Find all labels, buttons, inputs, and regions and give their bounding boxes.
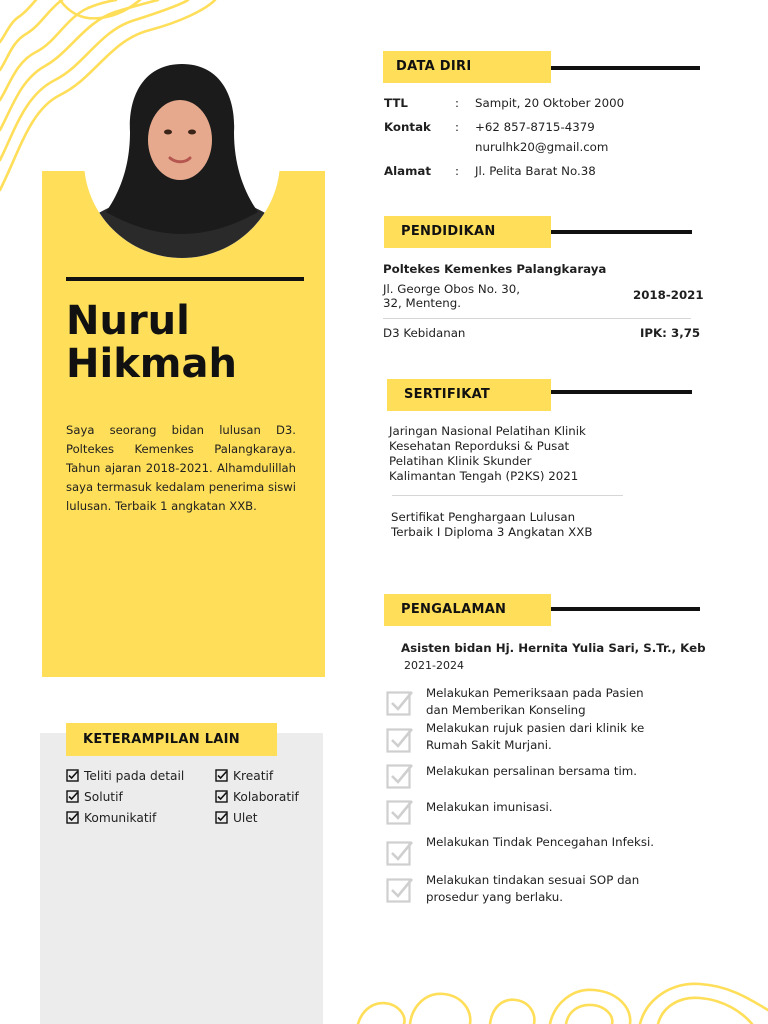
- skill-label: Kolaboratif: [233, 790, 299, 804]
- task-line: Melakukan rujuk pasien dari klinik ke: [426, 721, 645, 735]
- certificate-line: Kesehatan Reporduksi & Pusat: [389, 439, 570, 453]
- pendidikan-heading-label: PENDIDIKAN: [401, 224, 496, 239]
- experience-position: Asisten bidan Hj. Hernita Yulia Sari, S.Tr., Keb: [401, 641, 706, 655]
- check-box-icon: [386, 875, 414, 903]
- skill-item: [66, 810, 156, 826]
- pendidikan-heading: [384, 216, 551, 248]
- school-address-line2: 32, Menteng.: [383, 296, 462, 310]
- checkbox-checked-icon: [215, 790, 228, 803]
- education-gpa: IPK: 3,75: [640, 326, 701, 340]
- task-line: Rumah Sakit Murjani.: [426, 738, 552, 752]
- certificate-item: [391, 510, 592, 540]
- skill-item: [215, 789, 299, 805]
- data-diri-heading-label: DATA DIRI: [396, 59, 472, 74]
- experience-task: [426, 872, 639, 906]
- skill-item: [66, 789, 123, 805]
- experience-task: [426, 720, 644, 754]
- experience-task: [426, 834, 654, 851]
- profile-summary: Saya seorang bidan lulusan D3. Poltekes Kemenkes Palangkaraya. Tahun ajaran 2018-2021. Alhamdulillah saya termasuk kedalam penerima siswi lulusan. Terbaik 1 angkatan XXB.: [66, 423, 296, 513]
- experience-task: [426, 799, 553, 816]
- phone-value: +62 857-8715-4379: [475, 120, 595, 134]
- school-address-line1: Jl. George Obos No. 30,: [383, 282, 520, 296]
- section-divider: [551, 607, 700, 611]
- task-line: prosedur yang berlaku.: [426, 890, 563, 904]
- experience-period: 2021-2024: [404, 659, 464, 672]
- topographic-lines-decoration-bottom: [340, 970, 768, 1024]
- alamat-colon: :: [455, 164, 459, 178]
- skill-label: Komunikatif: [84, 811, 157, 825]
- task-line: Melakukan tindakan sesuai SOP dan: [426, 873, 640, 887]
- experience-task: [426, 763, 637, 780]
- skills-heading-label: KETERAMPILAN LAIN: [83, 732, 240, 747]
- alamat-label: Alamat: [384, 164, 432, 178]
- certificate-line: Jaringan Nasional Pelatihan Klinik: [389, 424, 586, 438]
- pengalaman-heading-label: PENGALAMAN: [401, 602, 507, 617]
- skill-item: [66, 768, 184, 784]
- skill-label: Teliti pada detail: [84, 769, 185, 783]
- section-divider: [551, 230, 692, 234]
- task-line: Melakukan Pemeriksaan pada Pasien: [426, 686, 644, 700]
- certificate-line: Sertifikat Penghargaan Lulusan: [391, 510, 576, 524]
- skill-item: [215, 768, 273, 784]
- check-box-icon: [386, 797, 414, 825]
- checkbox-checked-icon: [215, 769, 228, 782]
- task-line: Melakukan imunisasi.: [426, 800, 553, 814]
- profile-name: [66, 300, 306, 386]
- skill-item: [215, 810, 258, 826]
- ttl-label: TTL: [384, 96, 408, 110]
- checkbox-checked-icon: [66, 790, 79, 803]
- alamat-value: Jl. Pelita Barat No.38: [475, 164, 596, 178]
- check-box-icon: [386, 838, 414, 866]
- pengalaman-heading: [384, 594, 551, 626]
- check-box-icon: [386, 725, 414, 753]
- certificate-line: Terbaik I Diploma 3 Angkatan XXB: [391, 525, 593, 539]
- education-program: D3 Kebidanan: [383, 326, 466, 340]
- task-line: Melakukan persalinan bersama tim.: [426, 764, 638, 778]
- certificate-separator: [392, 495, 623, 496]
- first-name: Nurul: [66, 298, 190, 344]
- skills-heading: [66, 723, 277, 756]
- kontak-colon: :: [455, 120, 459, 134]
- education-separator: [383, 318, 691, 319]
- last-name: Hikmah: [66, 341, 237, 387]
- email-value: nurulhk20@gmail.com: [475, 140, 609, 154]
- sertifikat-heading: [387, 379, 551, 411]
- checkbox-checked-icon: [66, 769, 79, 782]
- ttl-colon: :: [455, 96, 459, 110]
- check-box-icon: [386, 761, 414, 789]
- name-divider: [66, 277, 304, 281]
- skill-label: Ulet: [233, 811, 258, 825]
- education-years: 2018-2021: [633, 288, 704, 302]
- section-divider: [551, 390, 692, 394]
- checkbox-checked-icon: [215, 811, 228, 824]
- checkbox-checked-icon: [66, 811, 79, 824]
- task-line: dan Memberikan Konseling: [426, 703, 586, 717]
- certificate-line: Kalimantan Tengah (P2KS) 2021: [389, 469, 579, 483]
- school-name: Poltekes Kemenkes Palangkaraya: [383, 262, 607, 276]
- skill-label: Kreatif: [233, 769, 274, 783]
- section-divider: [551, 66, 700, 70]
- certificate-item: [389, 424, 586, 484]
- task-line: Melakukan Tindak Pencegahan Infeksi.: [426, 835, 655, 849]
- sertifikat-heading-label: SERTIFIKAT: [404, 387, 491, 402]
- check-box-icon: [386, 688, 414, 716]
- kontak-label: Kontak: [384, 120, 431, 134]
- certificate-line: Pelatihan Klinik Skunder: [389, 454, 532, 468]
- ttl-value: Sampit, 20 Oktober 2000: [475, 96, 625, 110]
- experience-task: [426, 685, 644, 719]
- skill-label: Solutif: [84, 790, 123, 804]
- data-diri-heading: [383, 51, 551, 83]
- profile-photo: [84, 62, 280, 258]
